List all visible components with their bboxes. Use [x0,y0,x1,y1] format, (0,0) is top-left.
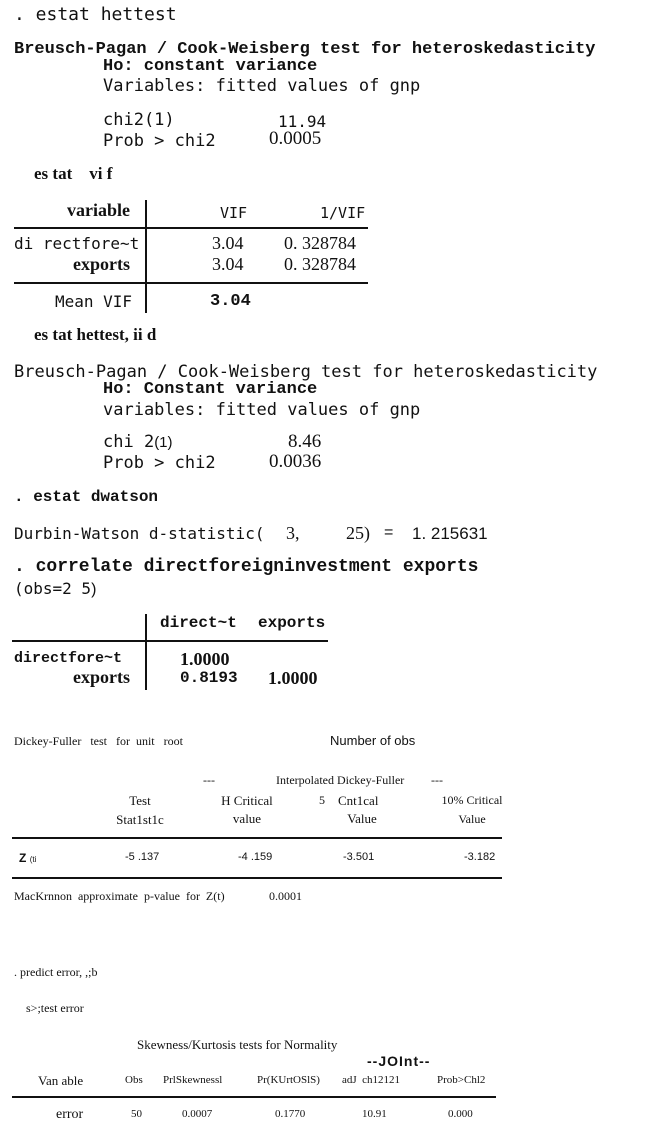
vif-col-variable: variable [67,200,130,220]
correlate-obs [14,579,96,599]
dfuller-header-1pct-value: value [232,811,262,826]
hettest-command: . estat hettest [14,4,177,25]
sktest-row-prob: 0.000 [448,1108,473,1120]
hettest-iid-chi-text: chi 2 [103,432,155,452]
sktest-row-adj-chi2: 10.91 [362,1108,387,1120]
hettest-iid-chi-label [103,432,173,452]
dfuller-header-1pct: H Critical [221,793,273,808]
dfuller-interpolated-title: Interpolated Dickey-Fuller [276,773,405,787]
dfuller-title: Dickey-Fuller test for unit root [14,734,183,748]
dfuller-pvalue-label: MacKrnnon approximate p-value for Z(t) [14,889,225,903]
dwatson-equals: = [384,524,394,541]
vif-row-name: exports [73,254,130,274]
correlate-row-name: exports [73,667,130,687]
dfuller-header-rule [12,837,502,839]
dfuller-row-label [19,851,36,865]
dfuller-footer-rule [12,877,502,879]
dfuller-header-5pct-num: 5 [319,793,325,807]
dwatson-value: 1. 215631 [412,524,488,543]
dfuller-critical-10pct: -3.182 [464,851,496,863]
vif-footer-rule [14,282,368,284]
sktest-title: Skewness/Kurtosis tests for Normality [137,1037,338,1052]
vif-vertical-rule [145,200,147,313]
sktest-header-variable: Van able [38,1073,84,1088]
hettest-chi-label: chi2(1) [103,110,175,130]
dfuller-pvalue: 0.0001 [269,889,302,903]
hettest-variables: Variables: fitted values of gnp [103,76,421,96]
dfuller-header-10pct: 10% Critical [441,793,503,807]
correlate-cell: 1.0000 [180,649,230,669]
vif-mean-value: 3.04 [210,292,251,311]
correlate-command: . correlate directforeigninvestment exports [14,557,479,577]
hettest-chi-value: 11.94 [278,112,327,131]
dwatson-n: 25) [346,523,370,543]
hettest-iid-prob-label: Prob > chi2 [103,453,216,473]
predict-command: . predict error, ,;b [14,965,98,979]
dwatson-label: Durbin-Watson d-statistic( [14,524,265,543]
hettest-iid-null-hypothesis: Ho: Constant variance [103,380,318,399]
hettest-prob-value: 0.0005 [269,128,322,149]
sktest-joint-label: --JOInt-- [367,1053,431,1069]
sktest-header-obs: Obs [125,1074,143,1086]
dfuller-header-10pct-value: Value [458,812,486,826]
sktest-header-prob: Prob>Chl2 [437,1074,486,1086]
correlate-col-header: direct~t [160,614,237,632]
sktest-command: s>;test error [26,1001,84,1015]
dfuller-critical-5pct: -3.501 [343,851,375,863]
dfuller-row-sub: (ti [29,855,37,864]
hettest-iid-variables: variables: fitted values of gnp [103,400,421,420]
hettest-iid-chi-value: 8.46 [288,431,322,452]
correlate-cell: 0.8193 [180,669,238,687]
vif-mean-label: Mean VIF [54,292,132,311]
correlate-obs-text: (obs=2 5 [14,579,92,598]
hettest-title: Breusch-Pagan / Cook-Weisberg test for heteroskedasticity [14,40,596,59]
hettest-prob-label: Prob > chi2 [103,131,216,151]
vif-col-vif: VIF [220,204,248,222]
dfuller-header-statistic: Stat1st1c [116,812,164,827]
dfuller-header-5pct-value: Value [347,811,377,826]
correlate-col-header: exports [258,614,326,632]
correlate-cell: 1.0000 [268,668,318,688]
vif-row-value: 3.04 [212,233,244,253]
correlate-vertical-rule [145,614,147,690]
hettest-iid-title: Breusch-Pagan / Cook-Weisberg test for heteroskedasticity [14,362,598,382]
dfuller-row-z: Z [19,851,27,865]
vif-row-inverse: 0. 328784 [284,254,356,274]
vif-command: es tat vi f [34,164,113,183]
sktest-header-rule [12,1096,496,1098]
correlate-row-name: directfore~t [14,650,123,667]
sktest-row-variable: error [56,1107,84,1122]
dfuller-dashes-right: --- [431,773,443,787]
dfuller-header-test: Test [129,793,151,808]
hettest-null-hypothesis: Ho: constant variance [103,57,318,76]
correlate-header-rule [12,640,328,642]
vif-col-inv: 1/VIF [320,204,366,222]
sktest-header-skewness: PrlSkewnessl [163,1074,223,1086]
hettest-iid-prob-value: 0.0036 [269,451,322,472]
sktest-row-skewness: 0.0007 [182,1108,213,1120]
vif-row-value: 3.04 [212,254,244,274]
dfuller-header-5pct: Cnt1cal [338,793,379,808]
dfuller-test-statistic: -5 .137 [125,851,160,863]
dwatson-k: 3, [286,523,300,543]
vif-row-inverse: 0. 328784 [284,233,356,253]
sktest-header-adj-chi2: adJ ch12121 [342,1074,401,1086]
hettest-iid-command: es tat hettest, ii d [34,325,157,344]
vif-header-rule [14,227,368,229]
sktest-row-kurtosis: 0.1770 [275,1108,306,1120]
dwatson-command: . estat dwatson [14,488,159,506]
sktest-header-kurtosis: Pr(KUrtOSlS) [257,1074,320,1086]
correlate-obs-close: ) [91,581,97,598]
dfuller-nobs-label: Number of obs [330,733,416,748]
dfuller-critical-1pct: -4 .159 [238,851,273,863]
dfuller-dashes-left: --- [203,773,215,787]
vif-row-name: di rectfore~t [14,234,140,253]
sktest-row-obs: 50 [131,1108,142,1120]
hettest-iid-chi-df: (1) [154,434,173,451]
